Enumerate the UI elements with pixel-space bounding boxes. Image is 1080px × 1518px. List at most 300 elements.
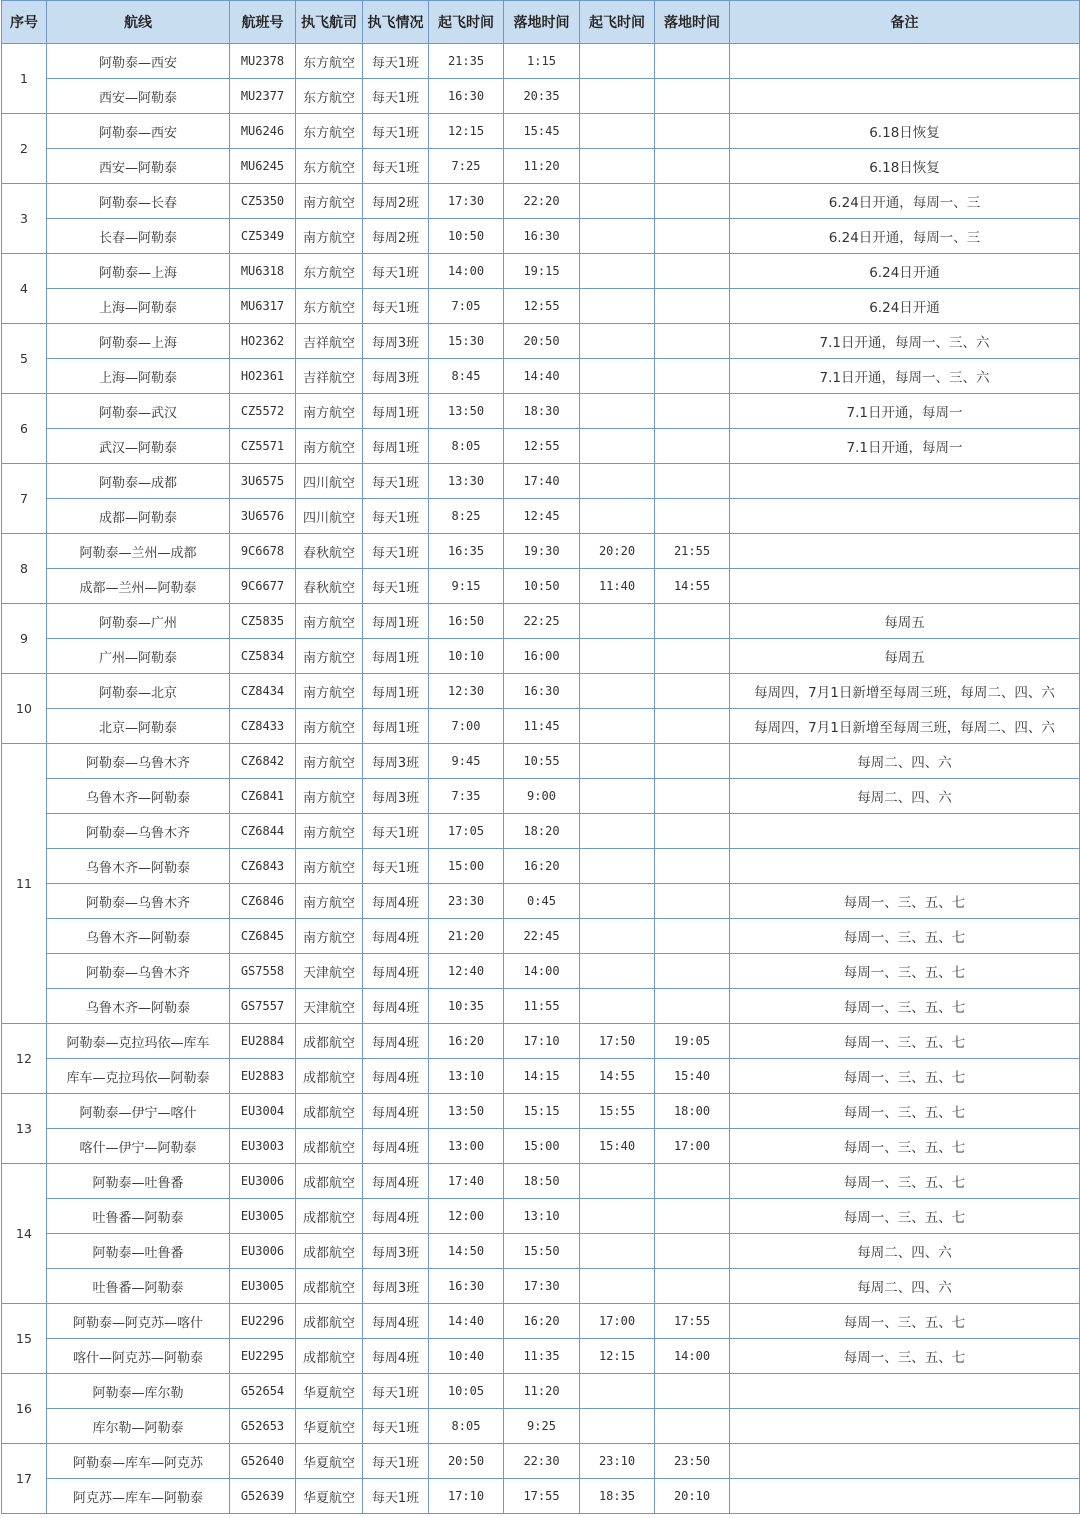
frequency-cell: 每天1班 xyxy=(363,44,429,79)
airline-cell: 成都航空 xyxy=(296,1269,363,1304)
airline-cell: 四川航空 xyxy=(296,464,363,499)
arrival-time-cell: 9:00 xyxy=(504,779,580,814)
remarks-cell: 每周二、四、六 xyxy=(730,1234,1080,1269)
table-row xyxy=(2,1094,1080,1129)
departure-time-2-cell xyxy=(580,849,655,884)
header-route: 航线 xyxy=(47,1,230,44)
route-cell: 武汉—阿勒泰 xyxy=(47,429,230,464)
airline-cell: 天津航空 xyxy=(296,954,363,989)
departure-time-cell: 7:05 xyxy=(429,289,504,324)
airline-cell: 东方航空 xyxy=(296,289,363,324)
departure-time-cell: 17:05 xyxy=(429,814,504,849)
arrival-time-2-cell xyxy=(655,184,730,219)
frequency-cell: 每周4班 xyxy=(363,954,429,989)
arrival-time-cell: 11:35 xyxy=(504,1339,580,1374)
arrival-time-2-cell: 14:55 xyxy=(655,569,730,604)
arrival-time-2-cell: 17:00 xyxy=(655,1129,730,1164)
departure-time-2-cell xyxy=(580,674,655,709)
airline-cell: 南方航空 xyxy=(296,814,363,849)
arrival-time-cell: 10:50 xyxy=(504,569,580,604)
flight-no-cell: MU6245 xyxy=(230,149,296,184)
table-row xyxy=(2,849,1080,884)
remarks-cell xyxy=(730,1479,1080,1514)
flight-no-cell: EU3004 xyxy=(230,1094,296,1129)
arrival-time-2-cell xyxy=(655,709,730,744)
route-cell: 吐鲁番—阿勒泰 xyxy=(47,1269,230,1304)
table-row xyxy=(2,1234,1080,1269)
table-row xyxy=(2,744,1080,779)
remarks-cell: 每周一、三、五、七 xyxy=(730,989,1080,1024)
route-cell: 阿勒泰—上海 xyxy=(47,254,230,289)
frequency-cell: 每天1班 xyxy=(363,114,429,149)
departure-time-cell: 17:10 xyxy=(429,1479,504,1514)
flight-no-cell: EU2884 xyxy=(230,1024,296,1059)
departure-time-cell: 13:50 xyxy=(429,1094,504,1129)
table-row xyxy=(2,989,1080,1024)
route-cell: 阿勒泰—乌鲁木齐 xyxy=(47,954,230,989)
arrival-time-2-cell xyxy=(655,79,730,114)
airline-cell: 南方航空 xyxy=(296,919,363,954)
arrival-time-2-cell xyxy=(655,1164,730,1199)
header-airline: 执飞航司 xyxy=(296,1,363,44)
departure-time-2-cell: 20:20 xyxy=(580,534,655,569)
departure-time-2-cell xyxy=(580,1234,655,1269)
frequency-cell: 每天1班 xyxy=(363,534,429,569)
airline-cell: 南方航空 xyxy=(296,884,363,919)
table-row xyxy=(2,569,1080,604)
departure-time-2-cell xyxy=(580,219,655,254)
flight-no-cell: CZ8433 xyxy=(230,709,296,744)
flight-no-cell: CZ8434 xyxy=(230,674,296,709)
departure-time-cell: 8:45 xyxy=(429,359,504,394)
remarks-cell: 每周一、三、五、七 xyxy=(730,1339,1080,1374)
route-cell: 阿勒泰—乌鲁木齐 xyxy=(47,744,230,779)
departure-time-cell: 12:00 xyxy=(429,1199,504,1234)
flight-no-cell: CZ6845 xyxy=(230,919,296,954)
departure-time-cell: 23:30 xyxy=(429,884,504,919)
arrival-time-cell: 13:10 xyxy=(504,1199,580,1234)
arrival-time-cell: 16:20 xyxy=(504,849,580,884)
departure-time-2-cell xyxy=(580,184,655,219)
remarks-cell: 每周二、四、六 xyxy=(730,744,1080,779)
arrival-time-2-cell xyxy=(655,814,730,849)
remarks-cell: 每周一、三、五、七 xyxy=(730,1129,1080,1164)
frequency-cell: 每天1班 xyxy=(363,254,429,289)
route-cell: 阿勒泰—广州 xyxy=(47,604,230,639)
remarks-cell xyxy=(730,569,1080,604)
route-cell: 喀什—阿克苏—阿勒泰 xyxy=(47,1339,230,1374)
arrival-time-2-cell xyxy=(655,919,730,954)
table-row xyxy=(2,149,1080,184)
departure-time-2-cell: 17:00 xyxy=(580,1304,655,1339)
frequency-cell: 每天1班 xyxy=(363,814,429,849)
departure-time-2-cell xyxy=(580,954,655,989)
route-cell: 阿勒泰—乌鲁木齐 xyxy=(47,814,230,849)
arrival-time-2-cell xyxy=(655,289,730,324)
group-index-cell: 15 xyxy=(2,1304,47,1374)
flight-no-cell: CZ5835 xyxy=(230,604,296,639)
remarks-cell: 每周一、三、五、七 xyxy=(730,1199,1080,1234)
arrival-time-cell: 16:00 xyxy=(504,639,580,674)
route-cell: 长春—阿勒泰 xyxy=(47,219,230,254)
route-cell: 乌鲁木齐—阿勒泰 xyxy=(47,779,230,814)
arrival-time-2-cell: 19:05 xyxy=(655,1024,730,1059)
arrival-time-cell: 10:55 xyxy=(504,744,580,779)
departure-time-2-cell xyxy=(580,884,655,919)
airline-cell: 成都航空 xyxy=(296,1164,363,1199)
departure-time-cell: 15:00 xyxy=(429,849,504,884)
remarks-cell: 每周四，7月1日新增至每周三班，每周二、四、六 xyxy=(730,709,1080,744)
frequency-cell: 每周4班 xyxy=(363,989,429,1024)
departure-time-2-cell xyxy=(580,79,655,114)
departure-time-2-cell xyxy=(580,779,655,814)
frequency-cell: 每周4班 xyxy=(363,1339,429,1374)
arrival-time-2-cell xyxy=(655,1409,730,1444)
table-header xyxy=(2,1,1080,44)
remarks-cell: 7.1日开通，每周一 xyxy=(730,429,1080,464)
remarks-cell xyxy=(730,814,1080,849)
flight-no-cell: 3U6576 xyxy=(230,499,296,534)
flight-no-cell: MU6318 xyxy=(230,254,296,289)
group-index-cell: 13 xyxy=(2,1094,47,1164)
frequency-cell: 每天1班 xyxy=(363,849,429,884)
flight-no-cell: CZ6842 xyxy=(230,744,296,779)
remarks-cell: 每周五 xyxy=(730,639,1080,674)
arrival-time-2-cell xyxy=(655,604,730,639)
arrival-time-cell: 17:40 xyxy=(504,464,580,499)
remarks-cell: 6.24日开通 xyxy=(730,254,1080,289)
remarks-cell: 7.1日开通，每周一 xyxy=(730,394,1080,429)
arrival-time-2-cell xyxy=(655,989,730,1024)
airline-cell: 南方航空 xyxy=(296,219,363,254)
departure-time-2-cell xyxy=(580,394,655,429)
departure-time-cell: 7:25 xyxy=(429,149,504,184)
frequency-cell: 每周4班 xyxy=(363,1129,429,1164)
flight-no-cell: CZ5572 xyxy=(230,394,296,429)
departure-time-2-cell xyxy=(580,44,655,79)
departure-time-2-cell: 18:35 xyxy=(580,1479,655,1514)
flight-no-cell: 3U6575 xyxy=(230,464,296,499)
route-cell: 广州—阿勒泰 xyxy=(47,639,230,674)
route-cell: 库尔勒—阿勒泰 xyxy=(47,1409,230,1444)
route-cell: 喀什—伊宁—阿勒泰 xyxy=(47,1129,230,1164)
departure-time-cell: 14:00 xyxy=(429,254,504,289)
route-cell: 阿勒泰—吐鲁番 xyxy=(47,1164,230,1199)
flight-no-cell: CZ6843 xyxy=(230,849,296,884)
table-row xyxy=(2,639,1080,674)
frequency-cell: 每周2班 xyxy=(363,219,429,254)
route-cell: 阿克苏—库车—阿勒泰 xyxy=(47,1479,230,1514)
arrival-time-cell: 15:45 xyxy=(504,114,580,149)
flight-no-cell: G52653 xyxy=(230,1409,296,1444)
airline-cell: 成都航空 xyxy=(296,1129,363,1164)
frequency-cell: 每周4班 xyxy=(363,1164,429,1199)
flight-no-cell: MU6317 xyxy=(230,289,296,324)
arrival-time-2-cell: 18:00 xyxy=(655,1094,730,1129)
remarks-cell xyxy=(730,1444,1080,1479)
arrival-time-cell: 22:20 xyxy=(504,184,580,219)
arrival-time-cell: 12:55 xyxy=(504,429,580,464)
remarks-cell: 每周一、三、五、七 xyxy=(730,919,1080,954)
table-row xyxy=(2,359,1080,394)
airline-cell: 南方航空 xyxy=(296,709,363,744)
arrival-time-2-cell xyxy=(655,44,730,79)
flight-no-cell: G52640 xyxy=(230,1444,296,1479)
departure-time-2-cell: 14:55 xyxy=(580,1059,655,1094)
route-cell: 上海—阿勒泰 xyxy=(47,359,230,394)
table-row xyxy=(2,289,1080,324)
departure-time-cell: 15:30 xyxy=(429,324,504,359)
airline-cell: 成都航空 xyxy=(296,1024,363,1059)
remarks-cell: 每周二、四、六 xyxy=(730,779,1080,814)
departure-time-2-cell xyxy=(580,814,655,849)
arrival-time-2-cell xyxy=(655,1234,730,1269)
group-index-cell: 9 xyxy=(2,604,47,674)
frequency-cell: 每天1班 xyxy=(363,1374,429,1409)
arrival-time-cell: 17:30 xyxy=(504,1269,580,1304)
table-row xyxy=(2,1304,1080,1339)
departure-time-2-cell: 23:10 xyxy=(580,1444,655,1479)
flight-no-cell: GS7557 xyxy=(230,989,296,1024)
flight-no-cell: EU3006 xyxy=(230,1234,296,1269)
departure-time-2-cell xyxy=(580,464,655,499)
remarks-cell: 每周一、三、五、七 xyxy=(730,1059,1080,1094)
departure-time-cell: 12:40 xyxy=(429,954,504,989)
departure-time-2-cell: 15:40 xyxy=(580,1129,655,1164)
arrival-time-2-cell xyxy=(655,1199,730,1234)
departure-time-cell: 16:50 xyxy=(429,604,504,639)
departure-time-cell: 10:50 xyxy=(429,219,504,254)
departure-time-cell: 21:20 xyxy=(429,919,504,954)
arrival-time-2-cell xyxy=(655,394,730,429)
departure-time-cell: 8:25 xyxy=(429,499,504,534)
departure-time-2-cell xyxy=(580,149,655,184)
airline-cell: 春秋航空 xyxy=(296,569,363,604)
departure-time-2-cell xyxy=(580,1374,655,1409)
remarks-cell xyxy=(730,464,1080,499)
departure-time-cell: 13:10 xyxy=(429,1059,504,1094)
airline-cell: 吉祥航空 xyxy=(296,359,363,394)
arrival-time-2-cell xyxy=(655,849,730,884)
remarks-cell: 7.1日开通，每周一、三、六 xyxy=(730,324,1080,359)
table-row xyxy=(2,1024,1080,1059)
departure-time-2-cell xyxy=(580,744,655,779)
route-cell: 阿勒泰—长春 xyxy=(47,184,230,219)
remarks-cell xyxy=(730,1409,1080,1444)
arrival-time-2-cell xyxy=(655,674,730,709)
flight-no-cell: EU2296 xyxy=(230,1304,296,1339)
arrival-time-cell: 14:15 xyxy=(504,1059,580,1094)
frequency-cell: 每天1班 xyxy=(363,499,429,534)
arrival-time-cell: 16:30 xyxy=(504,219,580,254)
group-index-cell: 1 xyxy=(2,44,47,114)
table-row xyxy=(2,429,1080,464)
arrival-time-cell: 9:25 xyxy=(504,1409,580,1444)
remarks-cell: 7.1日开通，每周一、三、六 xyxy=(730,359,1080,394)
departure-time-2-cell xyxy=(580,709,655,744)
arrival-time-2-cell xyxy=(655,639,730,674)
departure-time-2-cell xyxy=(580,919,655,954)
departure-time-2-cell xyxy=(580,1199,655,1234)
arrival-time-cell: 15:15 xyxy=(504,1094,580,1129)
table-row xyxy=(2,1059,1080,1094)
flight-no-cell: MU6246 xyxy=(230,114,296,149)
remarks-cell xyxy=(730,79,1080,114)
flight-no-cell: 9C6677 xyxy=(230,569,296,604)
remarks-cell: 6.18日恢复 xyxy=(730,149,1080,184)
flight-no-cell: HO2361 xyxy=(230,359,296,394)
departure-time-cell: 17:40 xyxy=(429,1164,504,1199)
departure-time-cell: 10:10 xyxy=(429,639,504,674)
group-index-cell: 11 xyxy=(2,744,47,1024)
departure-time-2-cell xyxy=(580,604,655,639)
flight-no-cell: MU2377 xyxy=(230,79,296,114)
arrival-time-cell: 19:30 xyxy=(504,534,580,569)
departure-time-cell: 13:30 xyxy=(429,464,504,499)
table-row xyxy=(2,79,1080,114)
table-row xyxy=(2,1479,1080,1514)
airline-cell: 成都航空 xyxy=(296,1304,363,1339)
arrival-time-2-cell: 15:40 xyxy=(655,1059,730,1094)
arrival-time-cell: 18:20 xyxy=(504,814,580,849)
flight-no-cell: G52639 xyxy=(230,1479,296,1514)
airline-cell: 成都航空 xyxy=(296,1059,363,1094)
frequency-cell: 每周1班 xyxy=(363,639,429,674)
route-cell: 阿勒泰—兰州—成都 xyxy=(47,534,230,569)
flight-no-cell: CZ5571 xyxy=(230,429,296,464)
departure-time-cell: 16:20 xyxy=(429,1024,504,1059)
route-cell: 成都—兰州—阿勒泰 xyxy=(47,569,230,604)
airline-cell: 东方航空 xyxy=(296,254,363,289)
airline-cell: 东方航空 xyxy=(296,114,363,149)
departure-time-cell: 13:00 xyxy=(429,1129,504,1164)
departure-time-cell: 21:35 xyxy=(429,44,504,79)
arrival-time-2-cell: 20:10 xyxy=(655,1479,730,1514)
route-cell: 阿勒泰—西安 xyxy=(47,44,230,79)
remarks-cell: 6.18日恢复 xyxy=(730,114,1080,149)
table-row xyxy=(2,464,1080,499)
departure-time-2-cell xyxy=(580,989,655,1024)
airline-cell: 成都航空 xyxy=(296,1339,363,1374)
flight-no-cell: CZ6846 xyxy=(230,884,296,919)
airline-cell: 南方航空 xyxy=(296,849,363,884)
table-row xyxy=(2,814,1080,849)
table-row xyxy=(2,674,1080,709)
table-body xyxy=(2,44,1080,1514)
arrival-time-cell: 17:55 xyxy=(504,1479,580,1514)
departure-time-cell: 7:00 xyxy=(429,709,504,744)
table-row xyxy=(2,779,1080,814)
departure-time-2-cell: 17:50 xyxy=(580,1024,655,1059)
table-row xyxy=(2,219,1080,254)
airline-cell: 南方航空 xyxy=(296,394,363,429)
frequency-cell: 每天1班 xyxy=(363,79,429,114)
flight-no-cell: EU3005 xyxy=(230,1199,296,1234)
airline-cell: 华夏航空 xyxy=(296,1409,363,1444)
table-row xyxy=(2,1129,1080,1164)
departure-time-cell: 8:05 xyxy=(429,429,504,464)
route-cell: 阿勒泰—库车—阿克苏 xyxy=(47,1444,230,1479)
flight-no-cell: EU3003 xyxy=(230,1129,296,1164)
arrival-time-2-cell xyxy=(655,429,730,464)
departure-time-cell: 13:50 xyxy=(429,394,504,429)
group-index-cell: 3 xyxy=(2,184,47,254)
airline-cell: 成都航空 xyxy=(296,1234,363,1269)
arrival-time-cell: 16:30 xyxy=(504,674,580,709)
arrival-time-cell: 20:35 xyxy=(504,79,580,114)
frequency-cell: 每周3班 xyxy=(363,1269,429,1304)
departure-time-cell: 17:30 xyxy=(429,184,504,219)
route-cell: 阿勒泰—武汉 xyxy=(47,394,230,429)
arrival-time-cell: 1:15 xyxy=(504,44,580,79)
remarks-cell: 每周二、四、六 xyxy=(730,1269,1080,1304)
frequency-cell: 每天1班 xyxy=(363,1444,429,1479)
departure-time-2-cell xyxy=(580,429,655,464)
departure-time-2-cell xyxy=(580,114,655,149)
departure-time-2-cell xyxy=(580,1409,655,1444)
departure-time-cell: 7:35 xyxy=(429,779,504,814)
airline-cell: 南方航空 xyxy=(296,744,363,779)
arrival-time-cell: 11:45 xyxy=(504,709,580,744)
arrival-time-2-cell xyxy=(655,499,730,534)
remarks-cell xyxy=(730,849,1080,884)
departure-time-cell: 14:50 xyxy=(429,1234,504,1269)
departure-time-2-cell xyxy=(580,1269,655,1304)
frequency-cell: 每天1班 xyxy=(363,1409,429,1444)
remarks-cell: 每周一、三、五、七 xyxy=(730,954,1080,989)
group-index-cell: 7 xyxy=(2,464,47,534)
flight-no-cell: CZ5349 xyxy=(230,219,296,254)
arrival-time-cell: 11:20 xyxy=(504,1374,580,1409)
airline-cell: 东方航空 xyxy=(296,44,363,79)
table-row xyxy=(2,324,1080,359)
group-index-cell: 10 xyxy=(2,674,47,744)
header-arrival-2: 落地时间 xyxy=(655,1,730,44)
route-cell: 成都—阿勒泰 xyxy=(47,499,230,534)
table-row xyxy=(2,709,1080,744)
header-departure: 起飞时间 xyxy=(429,1,504,44)
group-index-cell: 17 xyxy=(2,1444,47,1514)
flight-no-cell: G52654 xyxy=(230,1374,296,1409)
header-flight-no: 航班号 xyxy=(230,1,296,44)
arrival-time-cell: 22:30 xyxy=(504,1444,580,1479)
frequency-cell: 每周1班 xyxy=(363,604,429,639)
route-cell: 西安—阿勒泰 xyxy=(47,79,230,114)
departure-time-cell: 16:30 xyxy=(429,79,504,114)
group-index-cell: 5 xyxy=(2,324,47,394)
header-departure-2: 起飞时间 xyxy=(580,1,655,44)
table-row xyxy=(2,604,1080,639)
route-cell: 阿勒泰—阿克苏—喀什 xyxy=(47,1304,230,1339)
departure-time-2-cell xyxy=(580,289,655,324)
departure-time-cell: 12:15 xyxy=(429,114,504,149)
frequency-cell: 每周4班 xyxy=(363,1059,429,1094)
departure-time-cell: 9:15 xyxy=(429,569,504,604)
arrival-time-cell: 19:15 xyxy=(504,254,580,289)
table-row xyxy=(2,44,1080,79)
table-row xyxy=(2,499,1080,534)
remarks-cell: 每周一、三、五、七 xyxy=(730,884,1080,919)
frequency-cell: 每周2班 xyxy=(363,184,429,219)
frequency-cell: 每周1班 xyxy=(363,429,429,464)
arrival-time-2-cell xyxy=(655,1374,730,1409)
departure-time-cell: 9:45 xyxy=(429,744,504,779)
airline-cell: 华夏航空 xyxy=(296,1444,363,1479)
flight-no-cell: HO2362 xyxy=(230,324,296,359)
departure-time-cell: 14:40 xyxy=(429,1304,504,1339)
arrival-time-2-cell xyxy=(655,219,730,254)
arrival-time-cell: 0:45 xyxy=(504,884,580,919)
